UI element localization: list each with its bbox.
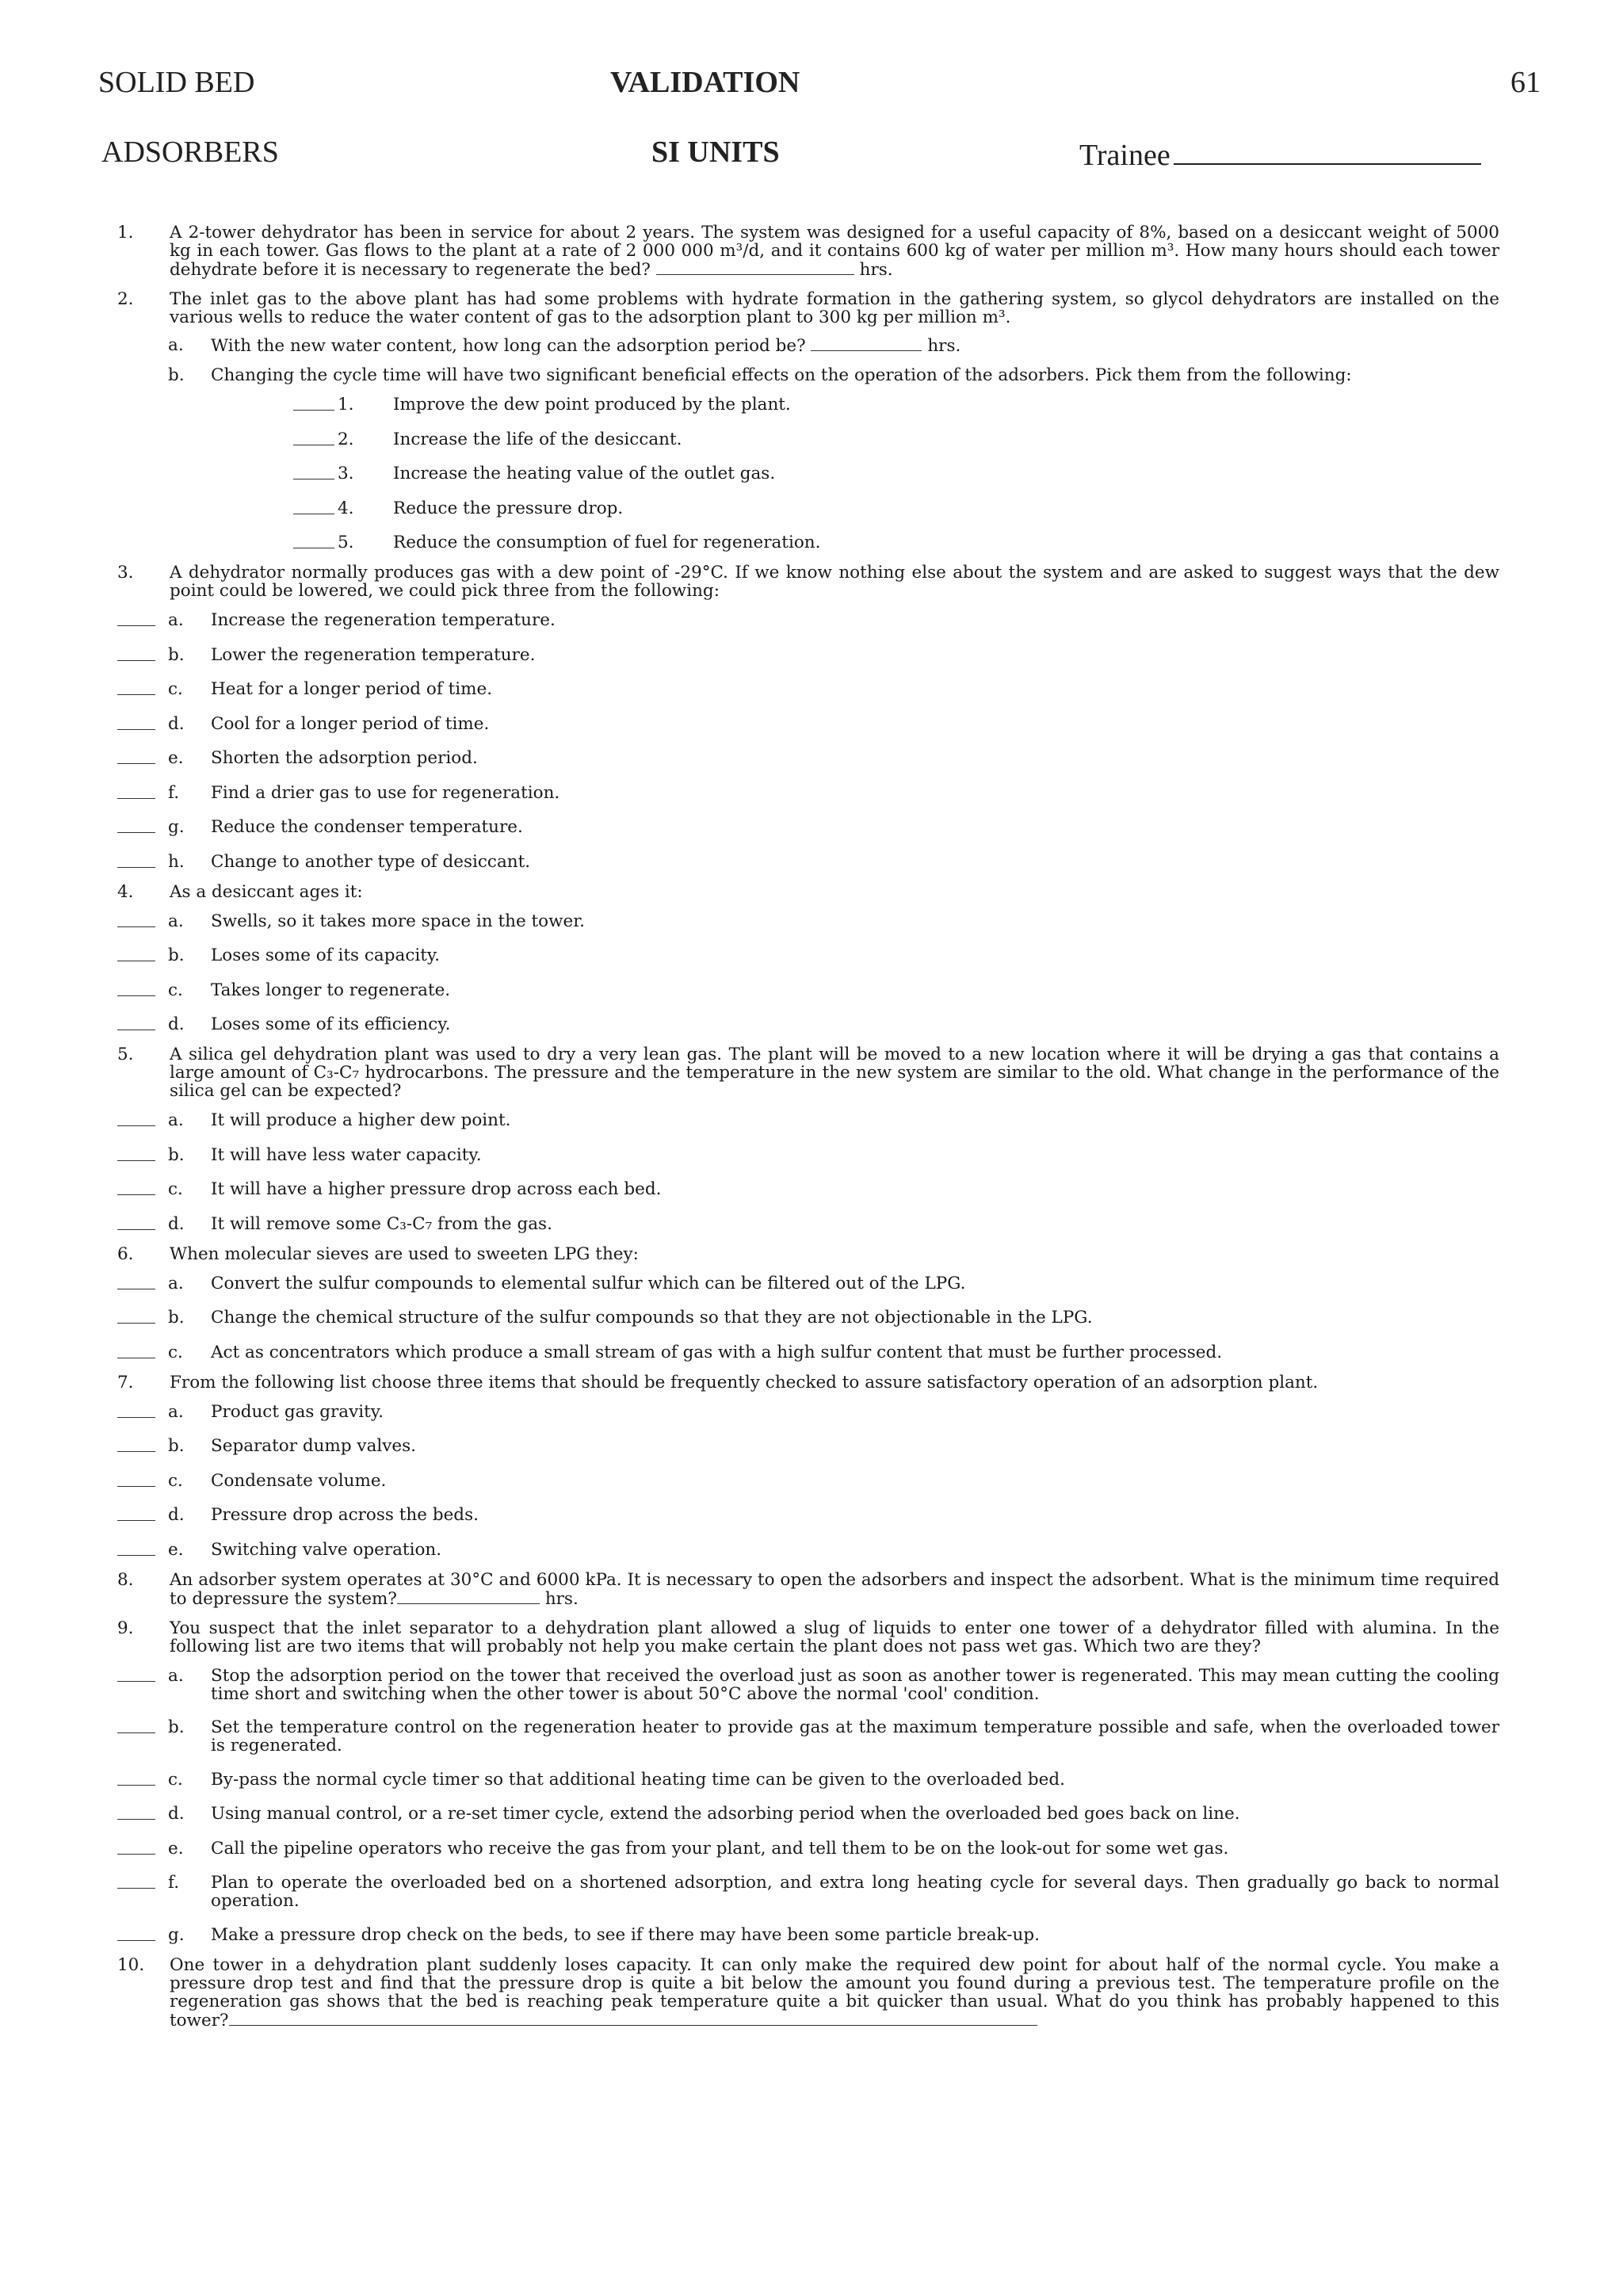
option-row: c. Act as concentrators which produce a small stream of gas with a high sulfur content that must be further processed. — [117, 1343, 1499, 1362]
header-subtitle: SI UNITS — [651, 136, 780, 169]
question-3 — [117, 563, 1499, 600]
question-text: As a desiccant ages it: — [170, 881, 363, 902]
option-row: d. Cool for a longer period of time. — [117, 715, 1499, 734]
option-row: c. Condensate volume. — [117, 1472, 1499, 1491]
answer-blank[interactable] — [397, 1589, 540, 1604]
answer-blank[interactable] — [117, 1681, 155, 1682]
question-10 — [117, 1956, 1499, 2030]
answer-blank[interactable] — [117, 798, 155, 799]
header-left-line1: SOLID BED — [98, 66, 255, 99]
answer-blank[interactable] — [117, 1486, 155, 1487]
question-text: You suspect that the inlet separator to a dehydration plant allowed a slug of liquids to enter one tower of a dehydrator filled with alumina. In the following list are two items that will probably not help you make certain the plant does not pass wet gas. Which two are they? — [170, 1618, 1499, 1656]
option-row: a. It will produce a higher dew point. — [117, 1111, 1499, 1130]
list-item: 1. Improve the dew point produced by the plant. — [117, 395, 1499, 415]
question-number: 5. — [117, 1045, 134, 1064]
question-text: An adsorber system operates at 30°C and 6000 kPa. It is necessary to open the adsorbers and inspect the adsorbent. What is the minimum time required to depressure the system? hrs. — [170, 1569, 1499, 1609]
page-number: 61 — [1510, 66, 1541, 99]
option-row: a. Swells, so it takes more space in the tower. — [117, 912, 1499, 931]
option-row: d. It will remove some C₃-C₇ from the gas. — [117, 1215, 1499, 1234]
option-row: f. Find a drier gas to use for regeneration. — [117, 784, 1499, 803]
option-row: b. Loses some of its capacity. — [117, 946, 1499, 965]
trainee-label: Trainee — [1079, 139, 1170, 172]
question-number: 1. — [117, 223, 134, 243]
question-text: A dehydrator normally produces gas with a dew point of -29°C. If we know nothing else about the system and are asked to suggest ways that the dew point could be lowered, we could pick three from the following: — [170, 563, 1499, 601]
option-row: a. Product gas gravity. — [117, 1403, 1499, 1422]
answer-blank[interactable] — [117, 1229, 155, 1230]
option-row: b. Separator dump valves. — [117, 1437, 1499, 1456]
option-row: a. Increase the regeneration temperature. — [117, 611, 1499, 630]
question-text: From the following list choose three items that should be frequently checked to assure satisfactory operation of an adsorption plant. — [170, 1372, 1319, 1392]
question-4 — [117, 883, 1499, 901]
option-row: c. By-pass the normal cycle timer so that additional heating time can be given to the overloaded bed. — [117, 1771, 1499, 1790]
answer-unit: hrs. — [544, 1588, 579, 1609]
option-row: b. It will have less water capacity. — [117, 1146, 1499, 1165]
question-6-options — [117, 1274, 1499, 1362]
answer-blank[interactable] — [117, 1555, 155, 1556]
question-2a — [117, 336, 1499, 355]
answer-blank[interactable] — [117, 1785, 155, 1786]
answer-blank[interactable] — [117, 625, 155, 626]
question-1 — [117, 223, 1499, 279]
answer-blank[interactable] — [117, 926, 155, 927]
answer-blank[interactable] — [811, 336, 922, 351]
answer-blank[interactable] — [117, 1160, 155, 1161]
option-row: e. Shorten the adsorption period. — [117, 749, 1499, 768]
option-row: a. Convert the sulfur compounds to elemental sulfur which can be filtered out of the LPG. — [117, 1274, 1499, 1293]
question-text: A silica gel dehydration plant was used to dry a very lean gas. The plant will be moved to a new location where it will be drying a gas that contains a large amount of C₃-C₇ hydrocarbons. The pressure and the temperature in the new system are similar to the old. What change in the performance of the silica gel can be expected? — [170, 1045, 1499, 1101]
option-row: g. Make a pressure drop check on the beds, to see if there may have been some particle break-up. — [117, 1926, 1499, 1945]
answer-blank[interactable] — [117, 1819, 155, 1820]
answer-blank[interactable] — [117, 1854, 155, 1855]
option-row: d. Using manual control, or a re-set timer cycle, extend the adsorbing period when the overloaded bed goes back on line. — [117, 1805, 1499, 1824]
question-2 — [117, 290, 1499, 327]
option-row: e. Call the pipeline operators who receive the gas from your plant, and tell them to be on the look-out for some wet gas. — [117, 1839, 1499, 1859]
question-text: When molecular sieves are used to sweeten LPG they: — [170, 1244, 639, 1264]
answer-blank[interactable] — [117, 1520, 155, 1521]
question-4-options — [117, 912, 1499, 1035]
answer-blank[interactable] — [117, 694, 155, 695]
list-item: 4. Reduce the pressure drop. — [117, 499, 1499, 518]
header-title: VALIDATION — [610, 66, 800, 99]
answer-blank[interactable] — [117, 867, 155, 868]
option-row: h. Change to another type of desiccant. — [117, 853, 1499, 872]
option-row: d. Pressure drop across the beds. — [117, 1506, 1499, 1525]
question-2b — [117, 366, 1499, 384]
option-row: e. Switching valve operation. — [117, 1541, 1499, 1560]
question-text: The inlet gas to the above plant has had some problems with hydrate formation in the gathering system, so glycol dehydrators are installed on the various wells to reduce the water content of gas to the adsorption plant to 300 kg per million m³. — [170, 289, 1499, 327]
answer-blank[interactable] — [117, 995, 155, 996]
question-list — [117, 223, 1499, 2041]
question-number: 2. — [117, 289, 134, 309]
option-row: c. Takes longer to regenerate. — [117, 981, 1499, 1000]
sub-letter: b. — [168, 365, 185, 385]
list-item: 2. Increase the life of the desiccant. — [117, 430, 1499, 449]
answer-blank[interactable] — [117, 1194, 155, 1195]
answer-blank[interactable] — [117, 1417, 155, 1418]
option-row: g. Reduce the condenser temperature. — [117, 818, 1499, 837]
option-row: b. Set the temperature control on the regeneration heater to provide gas at the maximum temperature possible and safe, when the overloaded tower is regenerated. — [117, 1718, 1499, 1755]
answer-blank[interactable] — [117, 1888, 155, 1889]
option-row: a. Stop the adsorption period on the tower that received the overload just as soon as another tower is regenerated. This may mean cutting the cooling time short and switching when the other tower is about 50°C above the normal 'cool' condition. — [117, 1667, 1499, 1703]
answer-blank[interactable] — [117, 1451, 155, 1452]
question-number: 6. — [117, 1244, 134, 1264]
question-6 — [117, 1245, 1499, 1263]
question-5 — [117, 1045, 1499, 1100]
sub-text: With the new water content, how long can the adsorption period be? — [211, 336, 806, 356]
question-number: 3. — [117, 563, 134, 583]
question-2b-options — [117, 395, 1499, 552]
answer-blank[interactable] — [117, 1940, 155, 1941]
answer-unit: hrs. — [927, 336, 961, 356]
answer-blank[interactable] — [117, 1323, 155, 1324]
header-left-line2: ADSORBERS — [101, 136, 279, 169]
question-text: One tower in a dehydration plant suddenly loses capacity. It can only make the required dew point for about half of the normal cycle. You make a pressure drop test and find that the pressure drop is quite a bit below the amount you found during a previous test. The temperature profile on the regeneration gas shows that the bed is reaching peak temperature quite a bit quicker than usual. What do you think has probably happened to this tower? — [170, 1954, 1499, 2030]
answer-blank[interactable] — [117, 763, 155, 764]
question-9 — [117, 1619, 1499, 1656]
answer-blank[interactable] — [117, 1125, 155, 1126]
question-9-options — [117, 1667, 1499, 1945]
answer-blank[interactable] — [656, 260, 854, 275]
answer-blank[interactable] — [293, 410, 334, 411]
question-number: 9. — [117, 1618, 134, 1638]
trainee-field[interactable] — [1079, 138, 1481, 173]
question-8 — [117, 1571, 1499, 1608]
answer-blank[interactable] — [117, 832, 155, 833]
option-row: d. Loses some of its efficiency. — [117, 1015, 1499, 1034]
option-row: b. Change the chemical structure of the sulfur compounds so that they are not objectionable in the LPG. — [117, 1308, 1499, 1328]
question-text: A 2-tower dehydrator has been in service for about 2 years. The system was designed for a useful capacity of 8%, based on a desiccant weight of 5000 kg in each tower. Gas flows to the plant at a rate of 2 000 000 m³/d, and it contains 600 kg of water per million m³. How many hours should each tower dehydrate before it is necessary to regenerate the bed? hrs. — [170, 223, 1499, 280]
question-7-options — [117, 1403, 1499, 1560]
question-3-options — [117, 611, 1499, 872]
option-row: c. Heat for a longer period of time. — [117, 680, 1499, 699]
question-7 — [117, 1373, 1499, 1392]
answer-unit: hrs. — [859, 260, 893, 280]
list-item: 5. Reduce the consumption of fuel for regeneration. — [117, 533, 1499, 552]
sub-letter: a. — [168, 335, 184, 355]
question-number: 8. — [117, 1569, 134, 1590]
option-row: f. Plan to operate the overloaded bed on a shortened adsorption, and extra long heating cycle for several days. Then gradually go back to normal operation. — [117, 1874, 1499, 1910]
question-number: 10. — [117, 1954, 145, 1975]
sub-text: Changing the cycle time will have two significant beneficial effects on the operation of the adsorbers. Pick them from the following: — [211, 365, 1352, 385]
option-row: c. It will have a higher pressure drop across each bed. — [117, 1180, 1499, 1199]
answer-blank[interactable] — [229, 2011, 1037, 2026]
option-row: b. Lower the regeneration temperature. — [117, 646, 1499, 665]
question-number: 7. — [117, 1372, 134, 1392]
list-item: 3. Increase the heating value of the outlet gas. — [117, 464, 1499, 483]
question-number: 4. — [117, 881, 134, 902]
answer-blank[interactable] — [117, 660, 155, 661]
trainee-name-blank[interactable] — [1174, 139, 1481, 165]
question-5-options — [117, 1111, 1499, 1234]
answer-blank[interactable] — [117, 729, 155, 730]
